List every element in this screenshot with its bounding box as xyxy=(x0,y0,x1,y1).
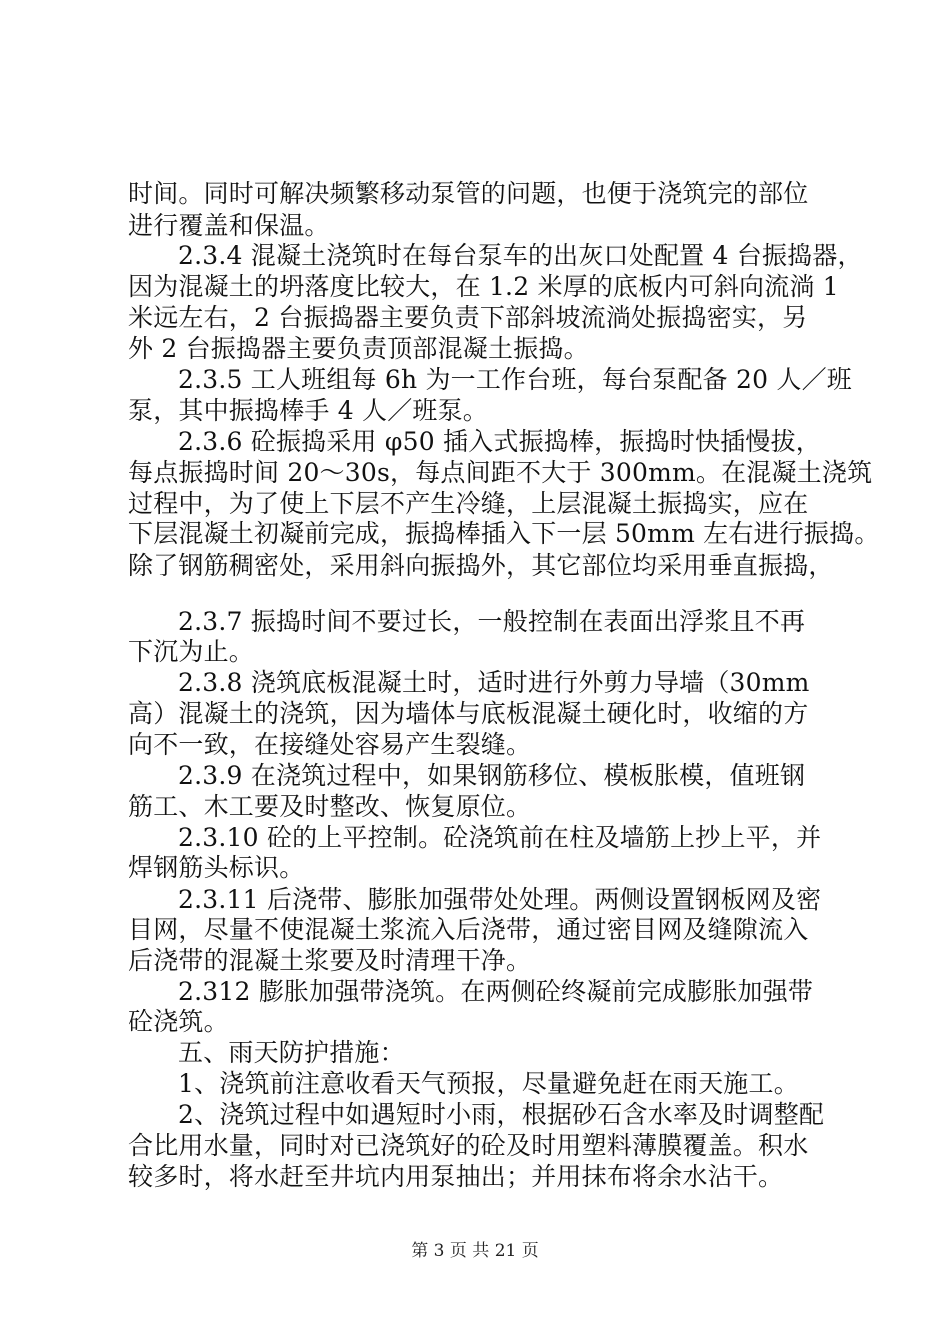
text-line-17: 高）混凝土的浇筑，因为墙体与底板混凝土硬化时，收缩的方 xyxy=(128,699,809,728)
text-line-9: 2.3.6 砼振捣采用 φ50 插入式振捣棒，振捣时快插慢拔， xyxy=(178,427,821,456)
text-line-3: 2.3.4 混凝土浇筑时在每台泵车的出灰口处配置 4 台振捣器， xyxy=(178,241,863,270)
text-line-2: 进行覆盖和保温。 xyxy=(128,211,330,240)
text-line-16: 2.3.8 浇筑底板混凝土时，适时进行外剪力导墙（30mm xyxy=(178,668,810,697)
text-line-14: 2.3.7 振捣时间不要过长，一般控制在表面出浮浆且不再 xyxy=(178,607,806,636)
text-line-8: 泵，其中振捣棒手 4 人／班泵。 xyxy=(128,396,489,425)
text-line-23: 2.3.11 后浇带、膨胀加强带处处理。两侧设置钢板网及密 xyxy=(178,885,822,914)
text-line-4: 因为混凝土的坍落度比较大，在 1.2 米厚的底板内可斜向流淌 1 xyxy=(128,272,839,301)
text-line-20: 筋工、木工要及时整改、恢复原位。 xyxy=(128,792,532,821)
text-line-6: 外 2 台振捣器主要负责顶部混凝土振捣。 xyxy=(128,334,589,363)
text-line-27: 砼浇筑。 xyxy=(128,1007,229,1036)
text-line-7: 2.3.5 工人班组每 6h 为一工作台班，每台泵配备 20 人／班 xyxy=(178,365,852,394)
section-heading: 五、雨天防护措施： xyxy=(178,1038,405,1067)
text-line-22: 焊钢筋头标识。 xyxy=(128,853,305,882)
text-line-31: 合比用水量，同时对已浇筑好的砼及时用塑料薄膜覆盖。积水 xyxy=(128,1131,809,1160)
text-line-25: 后浇带的混凝土浆要及时清理干净。 xyxy=(128,946,532,975)
text-line-15: 下沉为止。 xyxy=(128,637,255,666)
text-line-5: 米远左右，2 台振捣器主要负责下部斜坡流淌处振捣密实，另 xyxy=(128,303,808,332)
text-line-19: 2.3.9 在浇筑过程中，如果钢筋移位、模板胀模，值班钢 xyxy=(178,761,806,790)
page-number-footer: 第 3 页 共 21 页 xyxy=(411,1241,539,1261)
text-line-30: 2、浇筑过程中如遇短时小雨，根据砂石含水率及时调整配 xyxy=(178,1100,825,1129)
text-line-29: 1、浇筑前注意收看天气预报，尽量避免赶在雨天施工。 xyxy=(178,1069,799,1098)
text-line-13: 除了钢筋稠密处，采用斜向振捣外，其它部位均采用垂直振捣， xyxy=(128,551,834,580)
text-line-32: 较多时，将水赶至井坑内用泵抽出；并用抹布将余水沾干。 xyxy=(128,1162,784,1191)
text-line-12: 下层混凝土初凝前完成，振捣棒插入下一层 50mm 左右进行振捣。 xyxy=(128,519,880,548)
text-line-1: 时间。同时可解决频繁移动泵管的问题，也便于浇筑完的部位 xyxy=(128,179,809,208)
text-line-18: 向不一致，在接缝处容易产生裂缝。 xyxy=(128,730,532,759)
text-line-11: 过程中，为了使上下层不产生冷缝，上层混凝土振捣实，应在 xyxy=(128,489,809,518)
text-line-24: 目网，尽量不使混凝土浆流入后浇带，通过密目网及缝隙流入 xyxy=(128,915,809,944)
text-line-10: 每点振捣时间 20～30s，每点间距不大于 300mm。在混凝土浇筑 xyxy=(128,458,873,487)
text-line-26: 2.312 膨胀加强带浇筑。在两侧砼终凝前完成膨胀加强带 xyxy=(178,977,814,1006)
text-line-21: 2.3.10 砼的上平控制。砼浇筑前在柱及墙筋上抄上平，并 xyxy=(178,823,822,852)
